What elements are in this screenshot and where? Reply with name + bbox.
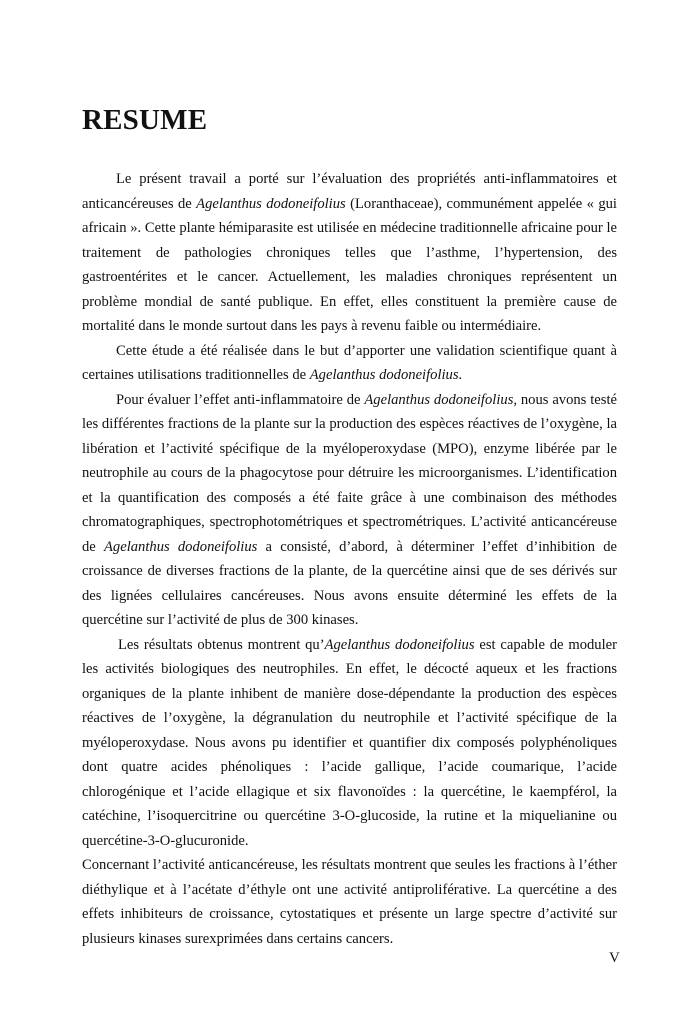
species-name: Agelanthus dodoneifolius: [324, 636, 475, 653]
page-number: V: [609, 950, 620, 966]
paragraph-methods: [82, 388, 617, 633]
paragraph-intro: [82, 167, 617, 339]
paragraph-aim: [82, 339, 617, 388]
paragraph-text: (Loranthaceae), communément appelée « gui africain ». Cette plante hémiparasite est utilisée en médecine traditionnelle africaine pour le traitement de pathologies chroniques telles que l’asthme, l’hypertension, des gastroentérites et le cancer. Actuellement, les maladies chroniques représentent un problème mondial de santé publique. En effet, elles constituent la première cause de mortalité dans le monde surtout dans les pays à revenu faible ou intermédiaire.: [82, 195, 617, 334]
species-name: Agelanthus dodoneifolius: [309, 367, 459, 383]
paragraph-text: Pour évaluer l’effet anti-inflammatoire de: [116, 391, 365, 408]
paragraph-conclusion: [82, 853, 617, 951]
page-title: RESUME: [82, 104, 208, 136]
paragraph-text: , nous avons testé les différentes fractions de la plante sur la production des espèces réactives de l’oxygène, la libération et l’activité spécifique de la myéloperoxydase (MPO), enzyme libérée par le neutrophile au cours de la phagocytose pour détruire les microorganismes. L’identification et la quantification des composés a été faite grâce à une combinaison des méthodes chromatographiques, spectrophotométriques et spectrométriques. L’activité anticancéreuse de: [82, 391, 617, 555]
species-name: Agelanthus dodoneifolius: [364, 391, 514, 408]
paragraph-text: Concernant l’activité anticancéreuse, les résultats montrent que seules les fractions à l’éther diéthylique et à l’acétate d’éthyle ont une activité antiproliférative. La quercétine a des effets inhibiteurs de croissance, cytostatiques et présente un large spectre d’activité sur plusieurs kinases surexprimées dans certains cancers.: [82, 857, 617, 947]
paragraph-text: Les résultats obtenus montrent qu’: [118, 636, 325, 653]
paragraph-text: est capable de moduler les activités biologiques des neutrophiles. En effet, le décocté aqueux et les fractions organiques de la plante inhibent de manière dose-dépendante la production des espèces réactives de l’oxygène, la dégranulation du neutrophile et l’activité spécifique de la myéloperoxydase. Nous avons pu identifier et quantifier dix composés polyphénoliques dont quatre acides phénoliques : l’acide gallique, l’acide coumarique, l’acide chlorogénique et l’acide ellagique et six flavonoïdes : la quercétine, le kaempférol, la catéchine, l’isoquercitrine ou quercétine 3-O-glucoside, la rutine et la miquelianine ou quercétine-3-O-glucuronide.: [82, 636, 617, 849]
paragraph-text: .: [458, 367, 463, 383]
species-name: Agelanthus dodoneifolius: [196, 195, 346, 212]
paragraph-text: a consisté, d’abord, à déterminer l’effet d’inhibition de croissance de diverses fractions de la plante, de la quercétine ainsi que de ses dérivés sur des lignées cellulaires cancéreuses. Nous avons ensuite déterminé les effets de la quercétine sur l’activité de plus de 300 kinases.: [82, 538, 617, 628]
species-name: Agelanthus dodoneifolius: [104, 538, 258, 555]
paragraph-results: [82, 633, 617, 854]
abstract-body: [82, 167, 617, 951]
paragraph-text: Le présent travail a porté sur l’évaluation des propriétés anti-inflammatoires et anticancéreuses de: [82, 171, 617, 212]
paragraph-text: Cette étude a été réalisée dans le but d’apporter une validation scientifique quant à certaines utilisations traditionnelles de: [82, 342, 617, 383]
